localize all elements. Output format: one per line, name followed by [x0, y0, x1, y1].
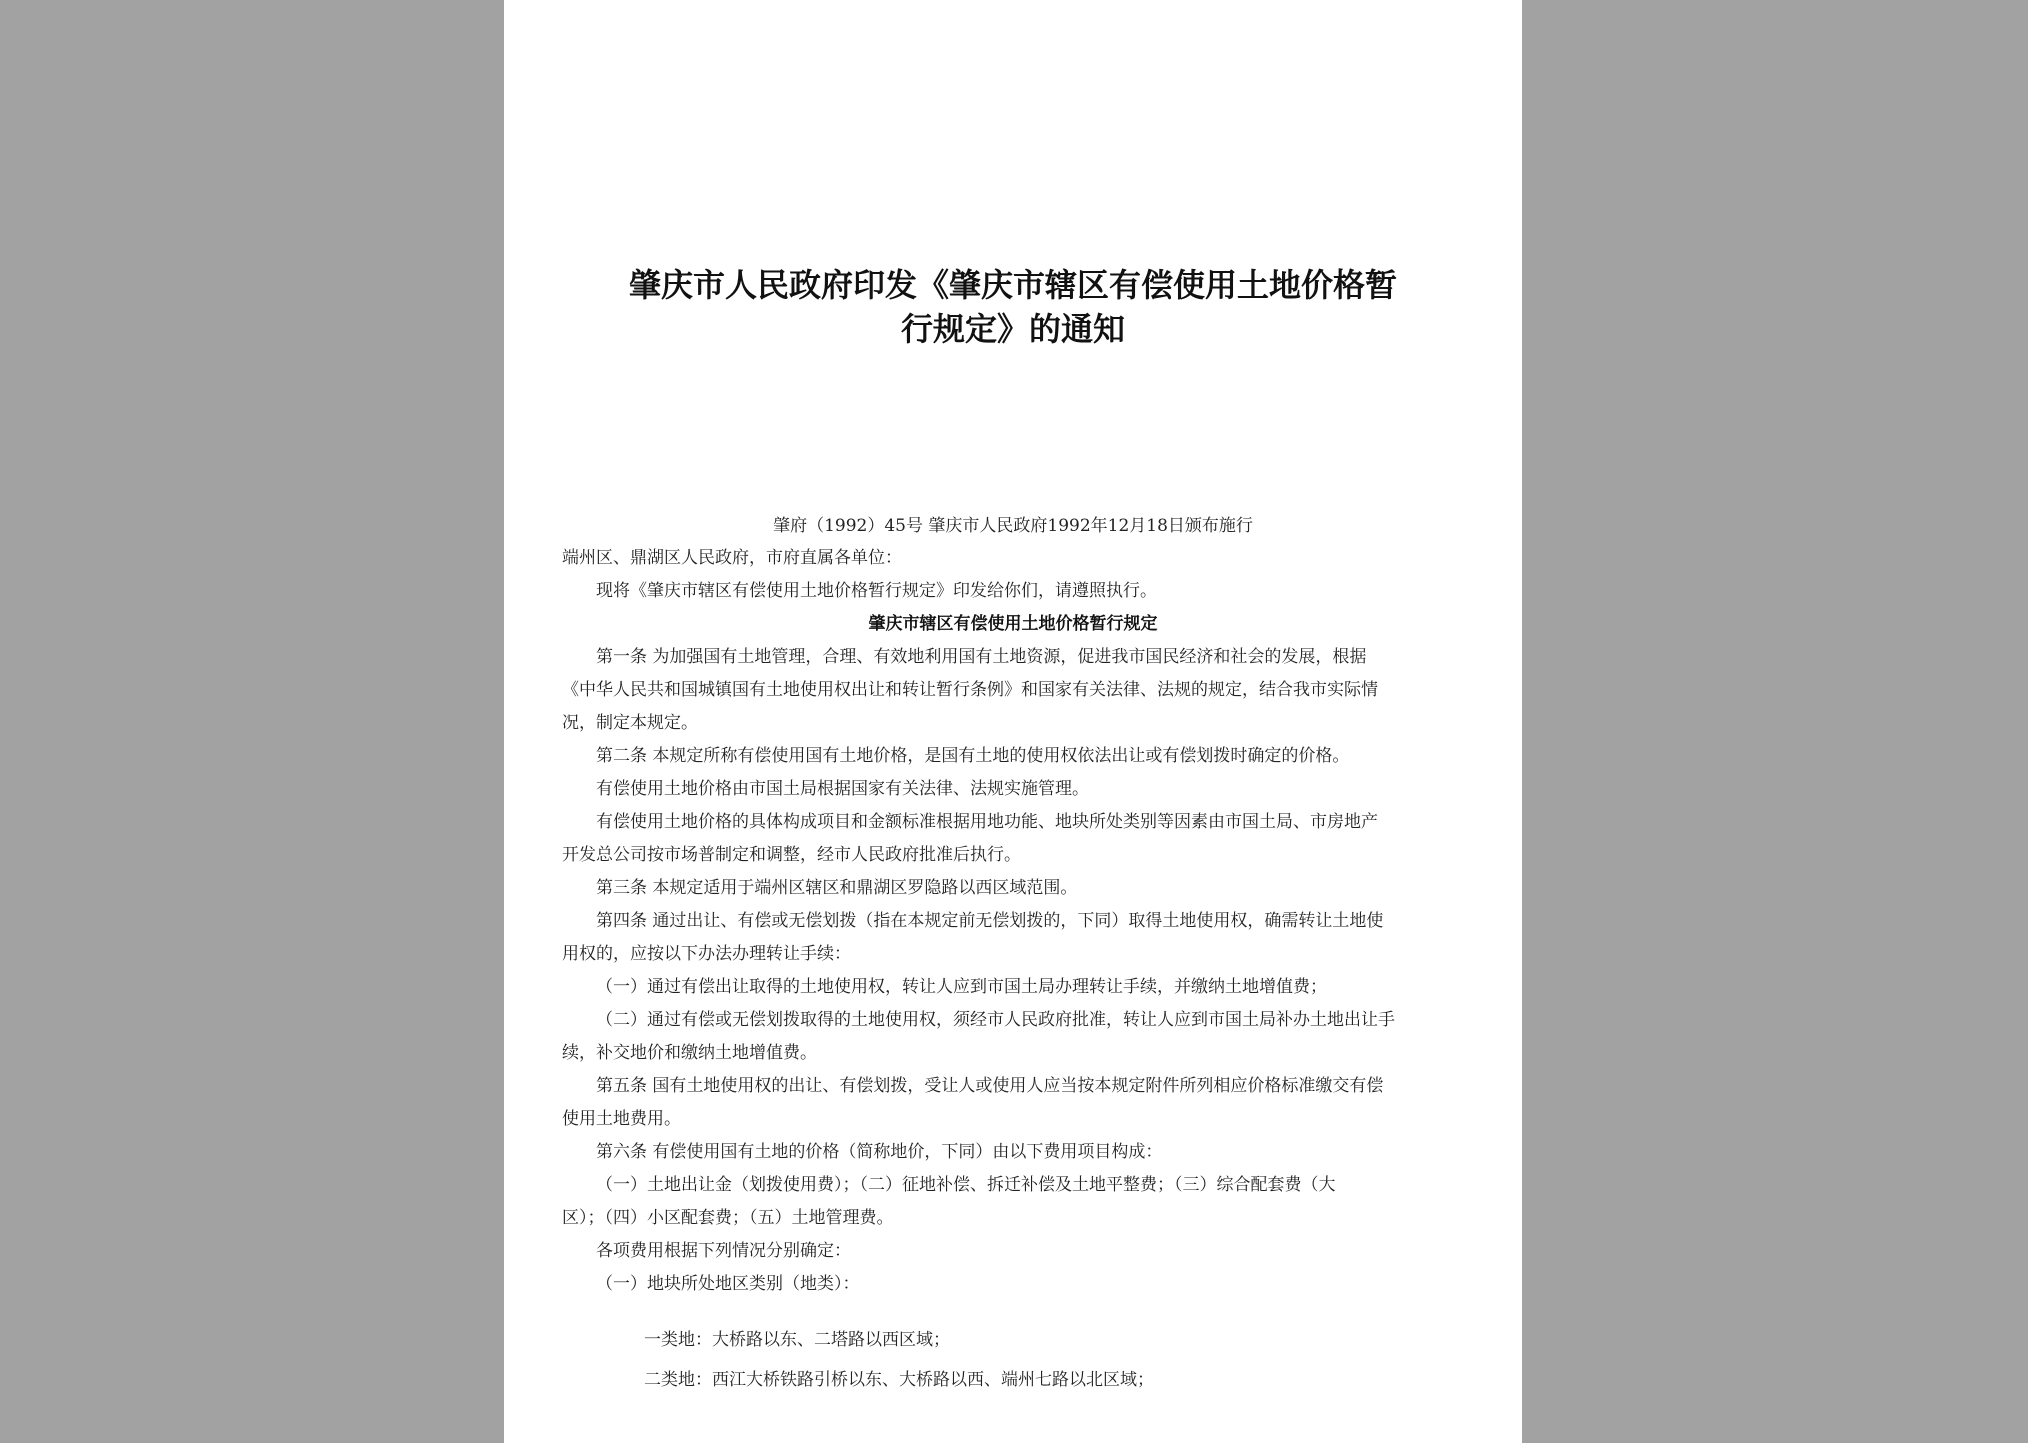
- issuance-line: 肇府（1992）45号 肇庆市人民政府1992年12月18日颁布施行: [773, 516, 1253, 536]
- body-line: 第一条 为加强国有土地管理，合理、有效地利用国有土地资源，促进我市国民经济和社会的发展，根据: [596, 647, 1367, 667]
- body-line: 用权的，应按以下办法办理转让手续：: [562, 944, 851, 964]
- body-line: 一类地：大桥路以东、二塔路以西区域；: [644, 1330, 950, 1350]
- document-page: [504, 0, 1522, 1443]
- body-line: （一）土地出让金（划拨使用费）；（二）征地补偿、拆迁补偿及土地平整费；（三）综合配套费（大: [596, 1175, 1336, 1195]
- body-line: 第四条 通过出让、有偿或无偿划拨（指在本规定前无偿划拨的，下同）取得土地使用权，确需转让土地使: [596, 911, 1384, 931]
- preamble-line: 现将《肇庆市辖区有偿使用土地价格暂行规定》印发给你们，请遵照执行。: [596, 581, 1157, 601]
- body-line: （一）通过有偿出让取得的土地使用权，转让人应到市国土局办理转让手续，并缴纳土地增值费；: [596, 977, 1327, 997]
- body-line: （一）地块所处地区类别（地类）：: [596, 1274, 860, 1294]
- body-line: 第六条 有偿使用国有土地的价格（简称地价，下同）由以下费用项目构成：: [596, 1142, 1163, 1162]
- regulation-title: 肇庆市辖区有偿使用土地价格暂行规定: [868, 614, 1158, 634]
- document-title-line-1: 肇庆市人民政府印发《肇庆市辖区有偿使用土地价格暂: [628, 266, 1397, 304]
- recipients-line: 端州区、鼎湖区人民政府，市府直属各单位：: [562, 548, 902, 568]
- document-title-line-2: 行规定》的通知: [900, 310, 1125, 348]
- body-line: （二）通过有偿或无偿划拨取得的土地使用权，须经市人民政府批准，转让人应到市国土局补办土地出让手: [596, 1010, 1395, 1030]
- body-line: 区）；（四）小区配套费；（五）土地管理费。: [562, 1208, 894, 1228]
- body-line: 《中华人民共和国城镇国有土地使用权出让和转让暂行条例》和国家有关法律、法规的规定，结合我市实际情: [562, 680, 1378, 700]
- body-line: 开发总公司按市场普制定和调整，经市人民政府批准后执行。: [562, 845, 1021, 865]
- body-line: 况，制定本规定。: [562, 713, 698, 733]
- body-line: 第五条 国有土地使用权的出让、有偿划拨，受让人或使用人应当按本规定附件所列相应价格标准缴交有偿: [596, 1076, 1384, 1096]
- body-line: 有偿使用土地价格的具体构成项目和金额标准根据用地功能、地块所处类别等因素由市国土局、市房地产: [596, 812, 1378, 832]
- body-line: 续，补交地价和缴纳土地增值费。: [562, 1043, 817, 1063]
- body-line: 二类地：西江大桥铁路引桥以东、大桥路以西、端州七路以北区域；: [644, 1370, 1154, 1390]
- body-line: 各项费用根据下列情况分别确定：: [596, 1241, 851, 1261]
- body-line: 使用土地费用。: [562, 1109, 681, 1129]
- body-line: 第三条 本规定适用于端州区辖区和鼎湖区罗隐路以西区域范围。: [596, 878, 1078, 898]
- body-line: 第二条 本规定所称有偿使用国有土地价格，是国有土地的使用权依法出让或有偿划拨时确定的价格。: [596, 746, 1350, 766]
- body-line: 有偿使用土地价格由市国土局根据国家有关法律、法规实施管理。: [596, 779, 1089, 799]
